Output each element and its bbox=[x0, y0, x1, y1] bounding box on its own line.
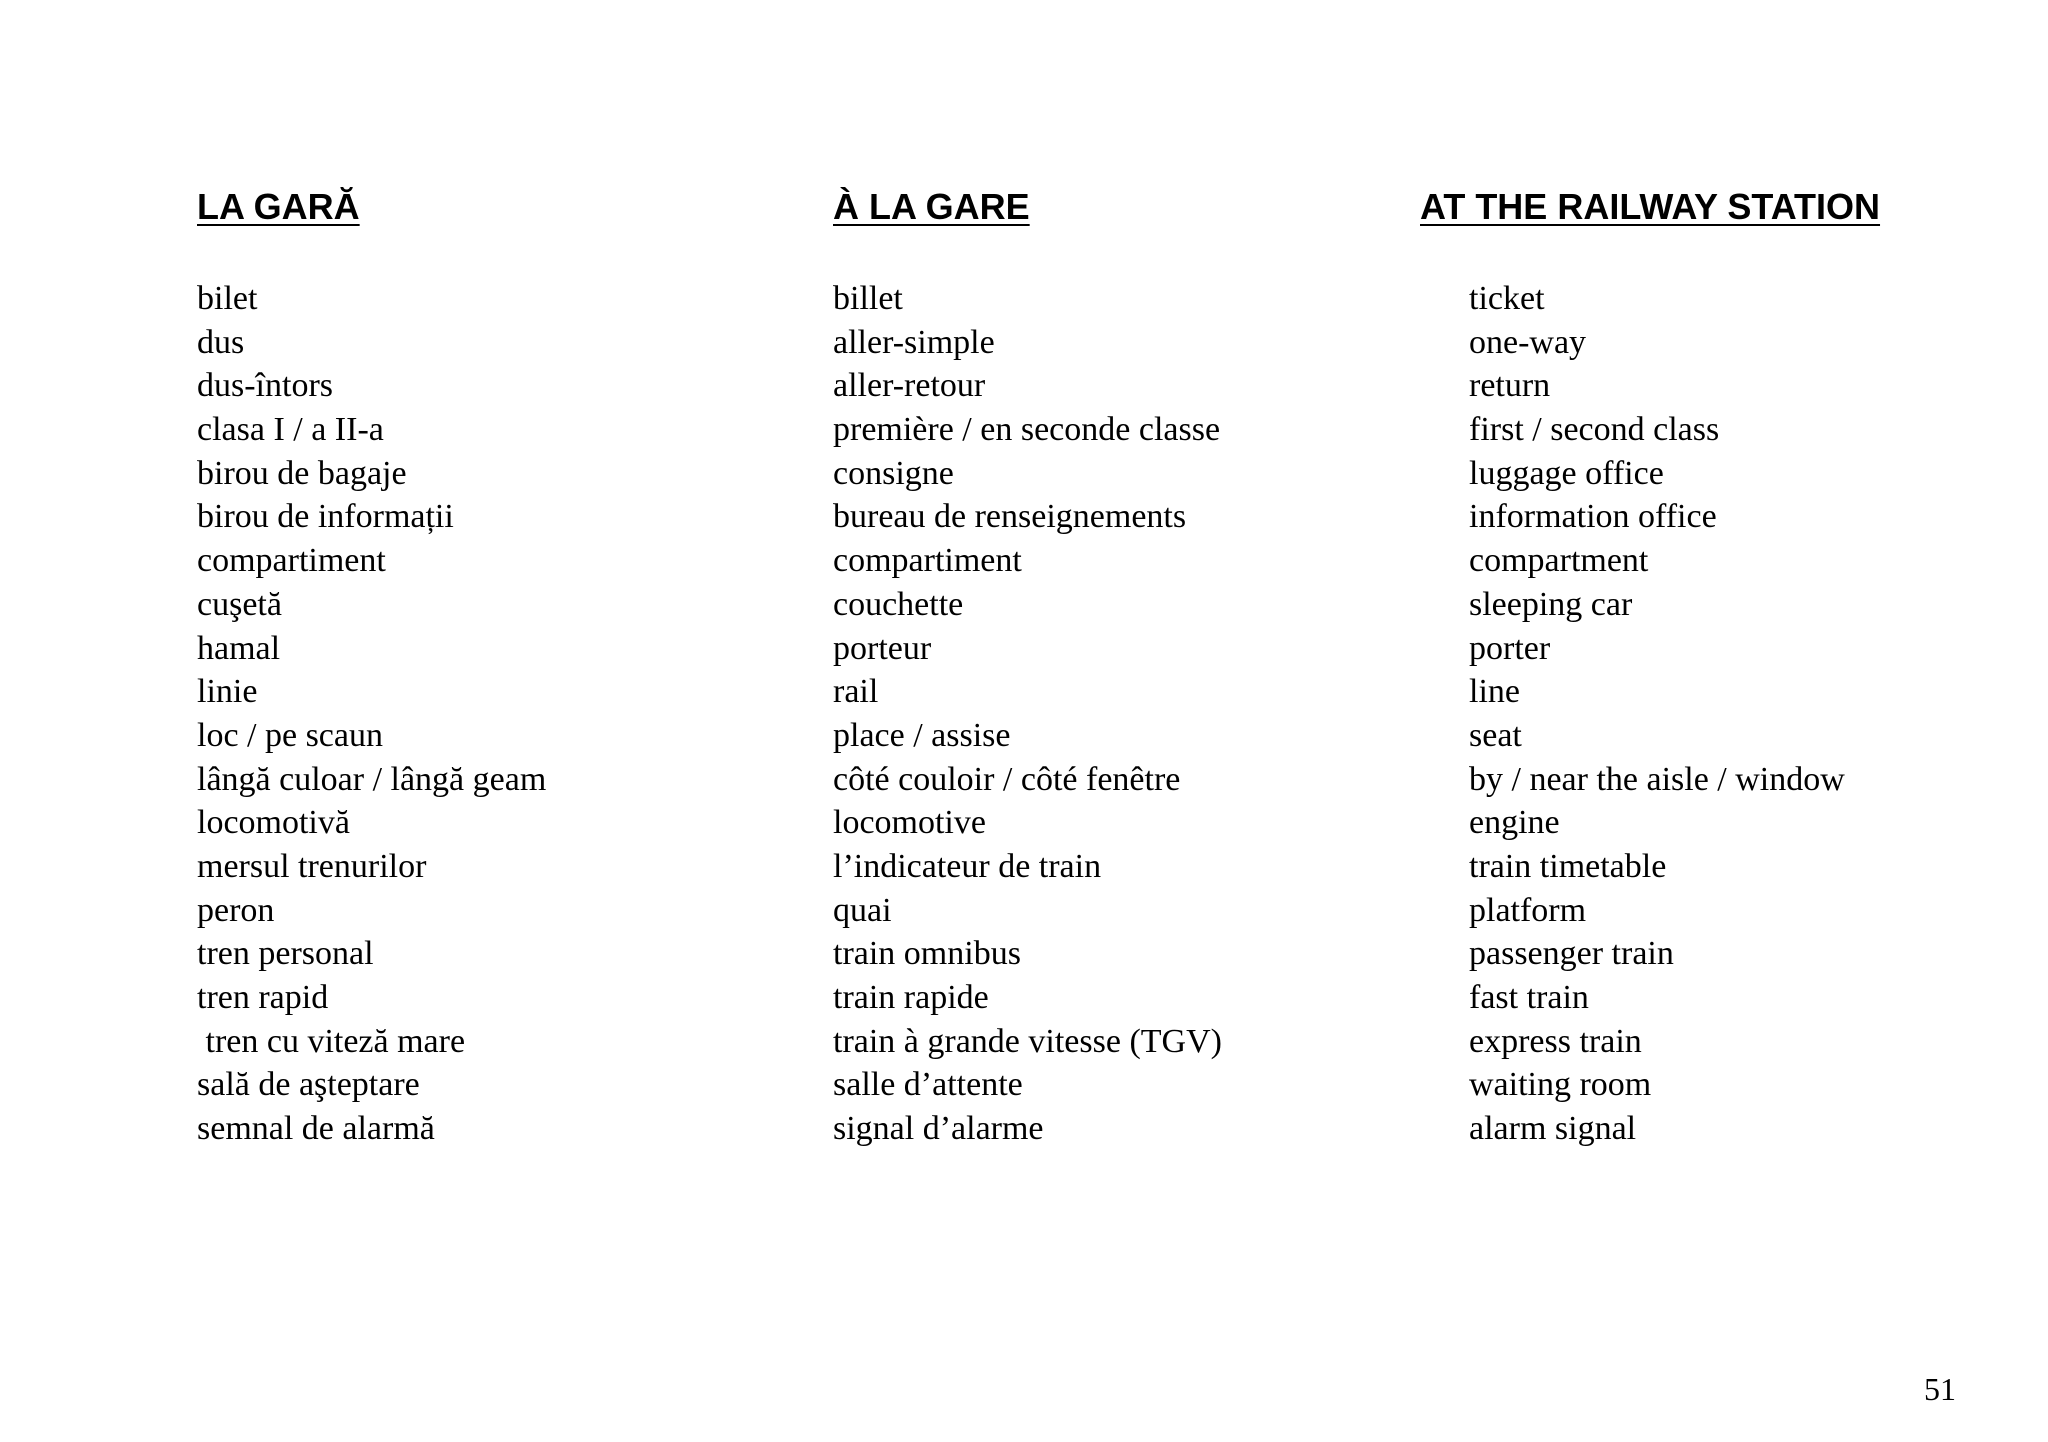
english-word-list bbox=[1469, 277, 1880, 1151]
vocabulary-entry: platform bbox=[1469, 891, 1587, 929]
vocabulary-entry: bilet bbox=[197, 280, 258, 317]
vocabulary-entry: semnal de alarmă bbox=[197, 1110, 435, 1148]
french-column bbox=[833, 185, 1222, 1151]
vocabulary-entry: alarm signal bbox=[1469, 1110, 1637, 1148]
romanian-column bbox=[197, 185, 546, 1151]
vocabulary-entry: express train bbox=[1469, 1022, 1642, 1060]
vocabulary-entry: porteur bbox=[833, 629, 932, 667]
vocabulary-entry: one-way bbox=[1469, 323, 1587, 361]
vocabulary-entry: signal d’alarme bbox=[833, 1110, 1044, 1148]
vocabulary-entry: train rapide bbox=[833, 979, 989, 1016]
vocabulary-entry: première / en seconde classe bbox=[833, 411, 1221, 449]
vocabulary-entry: locomotivă bbox=[197, 804, 350, 842]
vocabulary-entry: sală de aşteptare bbox=[197, 1066, 420, 1104]
vocabulary-entry: line bbox=[1469, 673, 1520, 711]
french-word-list bbox=[833, 277, 1222, 1151]
vocabulary-entry: waiting room bbox=[1469, 1066, 1652, 1104]
english-column-heading: AT THE RAILWAY STATION bbox=[1420, 186, 1881, 227]
vocabulary-entry: train à grande vitesse (TGV) bbox=[833, 1022, 1222, 1060]
vocabulary-entry: l’indicateur de train bbox=[833, 847, 1102, 885]
vocabulary-entry: dus-întors bbox=[197, 367, 333, 405]
vocabulary-entry: mersul trenurilor bbox=[197, 847, 427, 885]
english-column bbox=[1420, 185, 1880, 1151]
vocabulary-entry: birou de bagaje bbox=[197, 454, 407, 492]
vocabulary-entry: first / second class bbox=[1469, 411, 1720, 449]
vocabulary-entry: tren personal bbox=[197, 935, 374, 973]
vocabulary-entry: train timetable bbox=[1469, 847, 1667, 885]
vocabulary-entry: by / near the aisle / window bbox=[1469, 760, 1845, 798]
vocabulary-entry: rail bbox=[833, 673, 879, 711]
vocabulary-entry: tren cu viteză mare bbox=[197, 1022, 466, 1060]
vocabulary-entry: loc / pe scaun bbox=[197, 716, 383, 754]
vocabulary-entry: bureau de renseignements bbox=[833, 498, 1187, 536]
vocabulary-entry: seat bbox=[1469, 716, 1522, 754]
vocabulary-entry: linie bbox=[197, 673, 258, 711]
french-column-heading: À LA GARE bbox=[833, 186, 1030, 227]
vocabulary-entry: compartiment bbox=[197, 542, 386, 580]
vocabulary-entry: billet bbox=[833, 280, 903, 317]
vocabulary-entry: luggage office bbox=[1469, 454, 1664, 492]
vocabulary-entry: côté couloir / côté fenêtre bbox=[833, 760, 1181, 798]
vocabulary-entry: place / assise bbox=[833, 716, 1011, 754]
vocabulary-entry: sleeping car bbox=[1469, 585, 1633, 623]
romanian-column-heading: LA GARĂ bbox=[197, 186, 360, 227]
vocabulary-entry: salle d’attente bbox=[833, 1066, 1023, 1104]
vocabulary-entry: aller-simple bbox=[833, 323, 995, 361]
vocabulary-entry: aller-retour bbox=[833, 367, 986, 405]
vocabulary-entry: information office bbox=[1469, 498, 1717, 536]
vocabulary-entry: train omnibus bbox=[833, 935, 1021, 973]
vocabulary-entry: compartment bbox=[1469, 542, 1649, 580]
vocabulary-entry: peron bbox=[197, 891, 275, 929]
vocabulary-entry: engine bbox=[1469, 804, 1560, 842]
vocabulary-entry: fast train bbox=[1469, 979, 1589, 1016]
vocabulary-entry: compartiment bbox=[833, 542, 1022, 580]
vocabulary-entry: dus bbox=[197, 323, 245, 361]
vocabulary-entry: return bbox=[1469, 367, 1551, 405]
vocabulary-entry: lângă culoar / lângă geam bbox=[197, 760, 547, 798]
romanian-word-list bbox=[197, 277, 546, 1151]
vocabulary-entry: cuşetă bbox=[197, 585, 282, 623]
vocabulary-entry: birou de informații bbox=[197, 498, 454, 536]
vocabulary-entry: couchette bbox=[833, 585, 964, 623]
vocabulary-entry: consigne bbox=[833, 454, 954, 492]
vocabulary-entry: passenger train bbox=[1469, 935, 1674, 973]
vocabulary-entry: tren rapid bbox=[197, 979, 329, 1016]
vocabulary-entry: hamal bbox=[197, 629, 281, 667]
vocabulary-entry: locomotive bbox=[833, 804, 986, 842]
vocabulary-entry: ticket bbox=[1469, 280, 1545, 317]
vocabulary-entry: clasa I / a II-a bbox=[197, 411, 384, 449]
vocabulary-entry: porter bbox=[1469, 629, 1551, 667]
vocabulary-entry: quai bbox=[833, 891, 892, 929]
page-number: 51 bbox=[1924, 1371, 1956, 1407]
